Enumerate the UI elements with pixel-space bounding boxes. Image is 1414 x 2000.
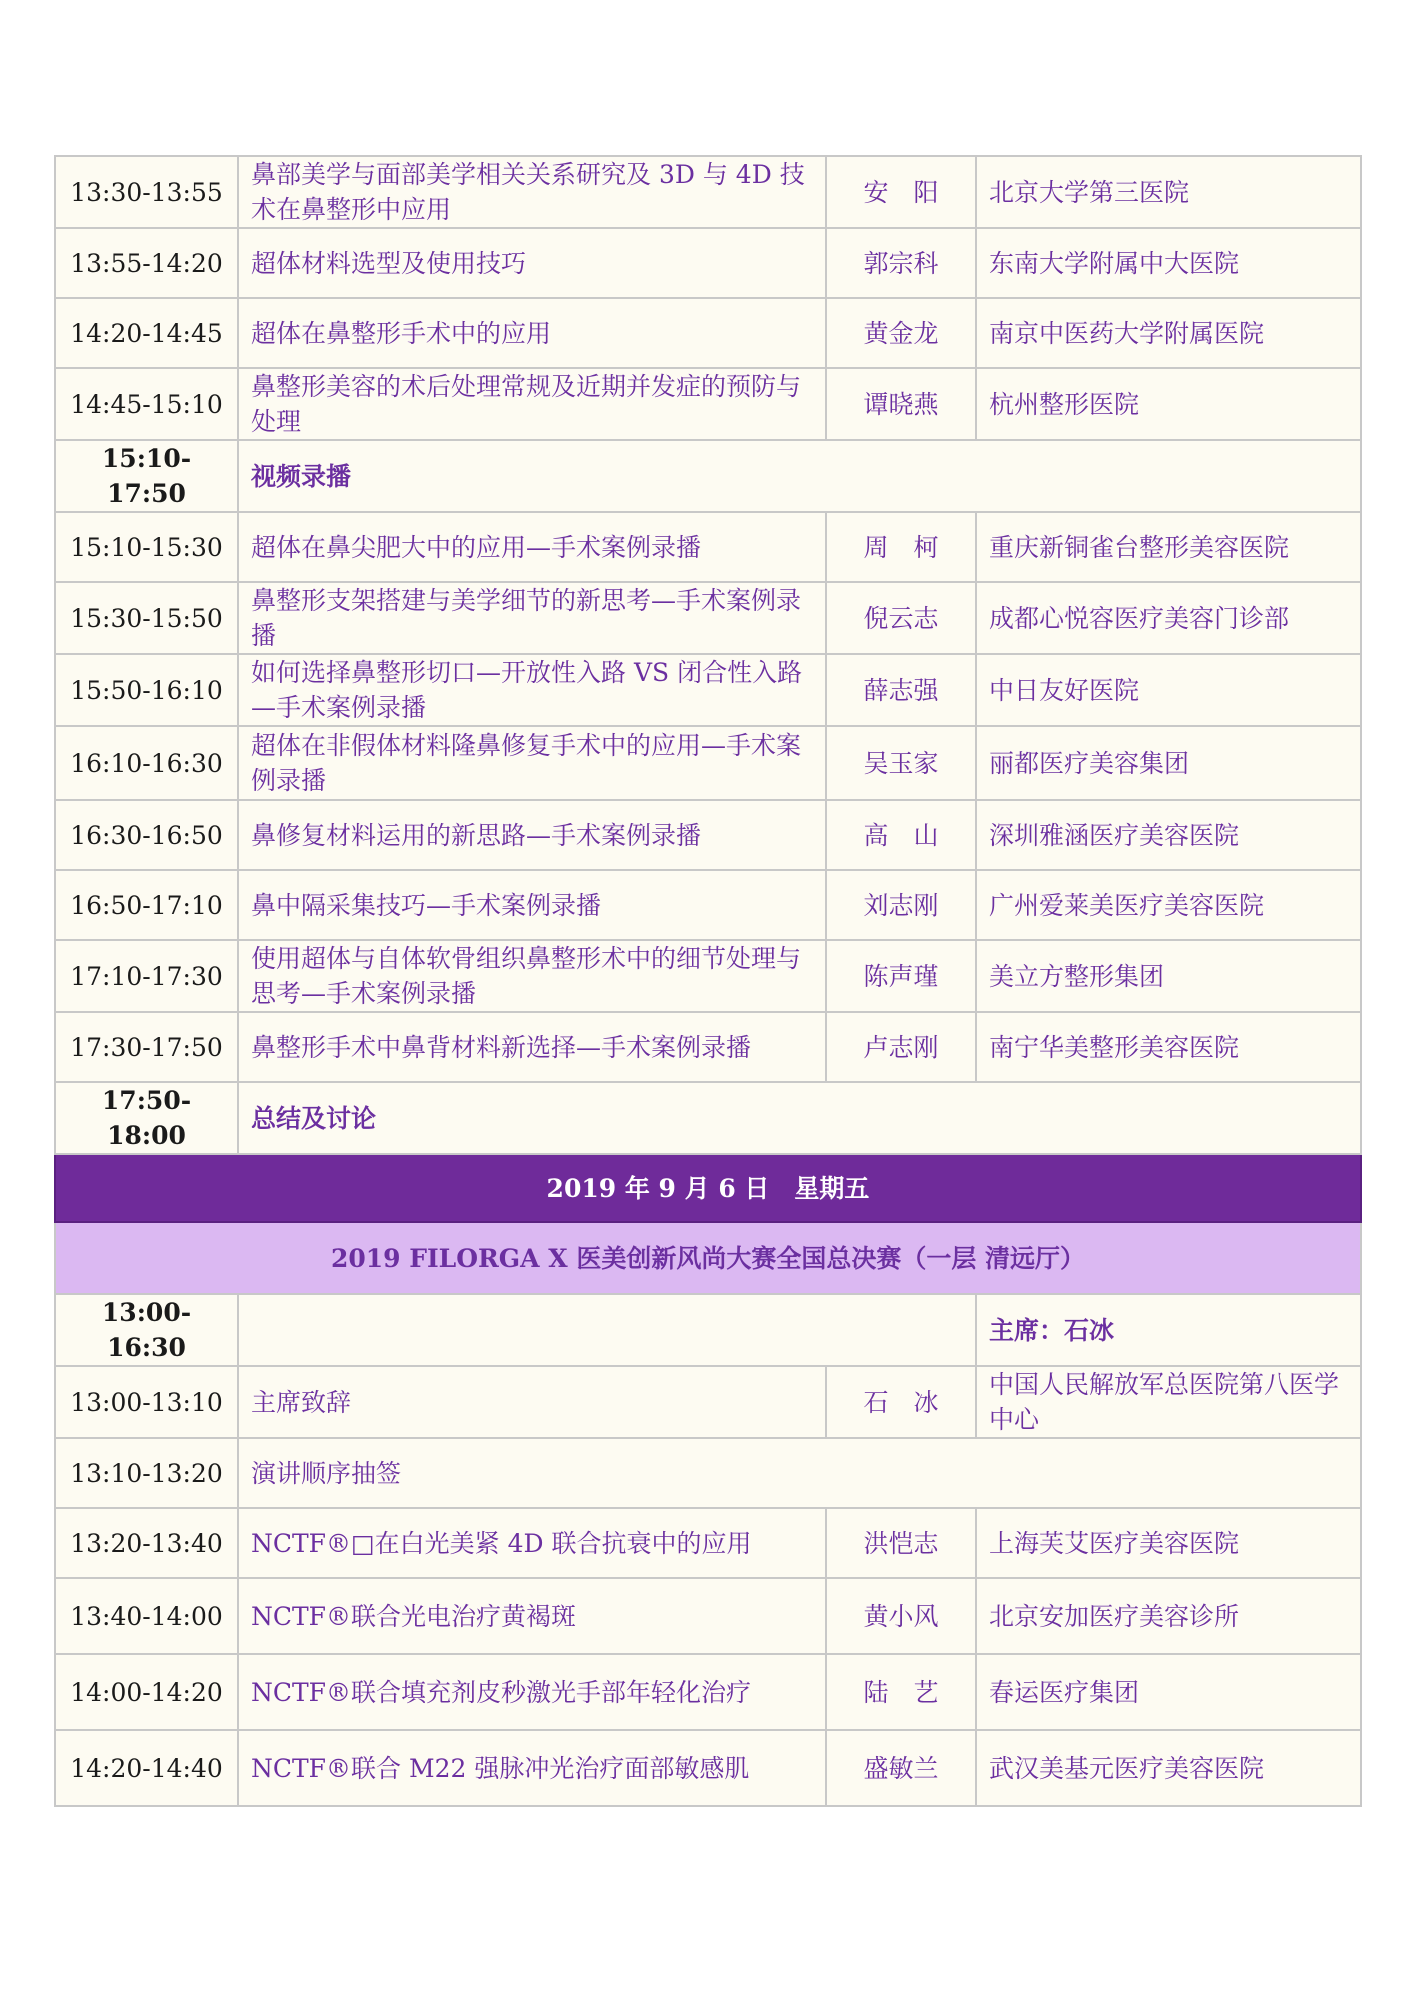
time-cell: 17:10-17:30 bbox=[55, 940, 238, 1012]
time-cell: 16:50-17:10 bbox=[55, 870, 238, 940]
topic-cell: NCTF®联合光电治疗黄褐斑 bbox=[238, 1578, 826, 1654]
topic-cell: 鼻中隔采集技巧—手术案例录播 bbox=[238, 870, 826, 940]
hospital-cell: 广州爱莱美医疗美容医院 bbox=[976, 870, 1361, 940]
chair-label: 主席：石冰 bbox=[976, 1294, 1361, 1366]
time-cell: 14:00-14:20 bbox=[55, 1654, 238, 1730]
topic-cell: 鼻部美学与面部美学相关关系研究及 3D 与 4D 技术在鼻整形中应用 bbox=[238, 156, 826, 228]
time-cell: 16:30-16:50 bbox=[55, 800, 238, 870]
speaker-cell: 盛敏兰 bbox=[826, 1730, 976, 1806]
speaker-cell: 周 柯 bbox=[826, 512, 976, 582]
topic-cell: 鼻整形支架搭建与美学细节的新思考—手术案例录播 bbox=[238, 582, 826, 654]
hospital-cell: 重庆新铜雀台整形美容医院 bbox=[976, 512, 1361, 582]
hospital-cell: 南宁华美整形美容医院 bbox=[976, 1012, 1361, 1082]
hospital-cell: 北京大学第三医院 bbox=[976, 156, 1361, 228]
hospital-cell: 中日友好医院 bbox=[976, 654, 1361, 726]
time-cell: 14:20-14:45 bbox=[55, 298, 238, 368]
topic-cell: 超体在鼻整形手术中的应用 bbox=[238, 298, 826, 368]
session-time: 13:00-16:30 bbox=[55, 1294, 238, 1366]
hospital-cell: 南京中医药大学附属医院 bbox=[976, 298, 1361, 368]
speaker-cell: 石 冰 bbox=[826, 1366, 976, 1438]
hospital-cell: 深圳雅涵医疗美容医院 bbox=[976, 800, 1361, 870]
time-cell: 13:55-14:20 bbox=[55, 228, 238, 298]
time-cell: 15:30-15:50 bbox=[55, 582, 238, 654]
speaker-cell: 谭晓燕 bbox=[826, 368, 976, 440]
section-row bbox=[55, 1082, 1361, 1154]
hospital-cell: 杭州整形医院 bbox=[976, 368, 1361, 440]
schedule-table bbox=[54, 155, 1362, 1807]
schedule-row bbox=[55, 1366, 1361, 1438]
speaker-cell: 薛志强 bbox=[826, 654, 976, 726]
schedule-row bbox=[55, 156, 1361, 228]
hospital-cell: 美立方整形集团 bbox=[976, 940, 1361, 1012]
schedule-row bbox=[55, 1730, 1361, 1806]
schedule-row bbox=[55, 582, 1361, 654]
hospital-cell: 东南大学附属中大医院 bbox=[976, 228, 1361, 298]
topic-cell: NCTF®联合 M22 强脉冲光治疗面部敏感肌 bbox=[238, 1730, 826, 1806]
schedule-row bbox=[55, 228, 1361, 298]
date-banner: 2019 年 9 月 6 日 星期五 bbox=[55, 1154, 1361, 1222]
section-row bbox=[55, 440, 1361, 512]
speaker-cell: 吴玉家 bbox=[826, 726, 976, 800]
topic-cell: 鼻整形手术中鼻背材料新选择—手术案例录播 bbox=[238, 1012, 826, 1082]
section-title: 总结及讨论 bbox=[238, 1082, 1361, 1154]
hospital-cell: 北京安加医疗美容诊所 bbox=[976, 1578, 1361, 1654]
time-cell: 17:30-17:50 bbox=[55, 1012, 238, 1082]
session-banner: 2019 FILORGA X 医美创新风尚大赛全国总决赛（一层 清远厅） bbox=[55, 1222, 1361, 1294]
topic-cell: 鼻修复材料运用的新思路—手术案例录播 bbox=[238, 800, 826, 870]
topic-cell: NCTF®联合填充剂皮秒激光手部年轻化治疗 bbox=[238, 1654, 826, 1730]
time-cell: 15:10-15:30 bbox=[55, 512, 238, 582]
date-banner-row bbox=[55, 1154, 1361, 1222]
speaker-cell: 郭宗科 bbox=[826, 228, 976, 298]
empty-cell bbox=[238, 1294, 976, 1366]
speaker-cell: 卢志刚 bbox=[826, 1012, 976, 1082]
schedule-row bbox=[55, 1508, 1361, 1578]
time-cell: 13:20-13:40 bbox=[55, 1508, 238, 1578]
topic-cell: 超体在非假体材料隆鼻修复手术中的应用—手术案例录播 bbox=[238, 726, 826, 800]
time-cell: 13:40-14:00 bbox=[55, 1578, 238, 1654]
speaker-cell: 安 阳 bbox=[826, 156, 976, 228]
topic-cell: 鼻整形美容的术后处理常规及近期并发症的预防与处理 bbox=[238, 368, 826, 440]
section-title: 视频录播 bbox=[238, 440, 1361, 512]
hospital-cell: 丽都医疗美容集团 bbox=[976, 726, 1361, 800]
hospital-cell: 春运医疗集团 bbox=[976, 1654, 1361, 1730]
speaker-cell: 黄金龙 bbox=[826, 298, 976, 368]
speaker-cell: 高 山 bbox=[826, 800, 976, 870]
speaker-cell: 陈声瑾 bbox=[826, 940, 976, 1012]
schedule-row bbox=[55, 1438, 1361, 1508]
schedule-row bbox=[55, 1012, 1361, 1082]
time-cell: 13:00-13:10 bbox=[55, 1366, 238, 1438]
speaker-cell: 刘志刚 bbox=[826, 870, 976, 940]
schedule-row bbox=[55, 654, 1361, 726]
time-cell: 16:10-16:30 bbox=[55, 726, 238, 800]
topic-cell: NCTF®□在白光美紧 4D 联合抗衰中的应用 bbox=[238, 1508, 826, 1578]
schedule-row bbox=[55, 298, 1361, 368]
schedule-row bbox=[55, 726, 1361, 800]
schedule-row bbox=[55, 940, 1361, 1012]
schedule-row bbox=[55, 368, 1361, 440]
topic-cell: 超体在鼻尖肥大中的应用—手术案例录播 bbox=[238, 512, 826, 582]
time-cell: 15:10-17:50 bbox=[55, 440, 238, 512]
speaker-cell: 黄小风 bbox=[826, 1578, 976, 1654]
hospital-cell: 成都心悦容医疗美容门诊部 bbox=[976, 582, 1361, 654]
hospital-cell: 中国人民解放军总医院第八医学中心 bbox=[976, 1366, 1361, 1438]
topic-cell: 主席致辞 bbox=[238, 1366, 826, 1438]
speaker-cell: 洪恺志 bbox=[826, 1508, 976, 1578]
time-cell: 13:10-13:20 bbox=[55, 1438, 238, 1508]
time-cell: 14:20-14:40 bbox=[55, 1730, 238, 1806]
schedule-row bbox=[55, 800, 1361, 870]
time-cell: 14:45-15:10 bbox=[55, 368, 238, 440]
time-cell: 15:50-16:10 bbox=[55, 654, 238, 726]
topic-cell: 如何选择鼻整形切口—开放性入路 VS 闭合性入路—手术案例录播 bbox=[238, 654, 826, 726]
session-banner-row bbox=[55, 1222, 1361, 1294]
topic-cell: 使用超体与自体软骨组织鼻整形术中的细节处理与思考—手术案例录播 bbox=[238, 940, 826, 1012]
schedule-row bbox=[55, 512, 1361, 582]
topic-cell: 演讲顺序抽签 bbox=[238, 1438, 1361, 1508]
time-cell: 17:50-18:00 bbox=[55, 1082, 238, 1154]
hospital-cell: 上海芙艾医疗美容医院 bbox=[976, 1508, 1361, 1578]
session-header-row bbox=[55, 1294, 1361, 1366]
hospital-cell: 武汉美基元医疗美容医院 bbox=[976, 1730, 1361, 1806]
schedule-row bbox=[55, 870, 1361, 940]
speaker-cell: 倪云志 bbox=[826, 582, 976, 654]
topic-cell: 超体材料选型及使用技巧 bbox=[238, 228, 826, 298]
schedule-row bbox=[55, 1654, 1361, 1730]
time-cell: 13:30-13:55 bbox=[55, 156, 238, 228]
speaker-cell: 陆 艺 bbox=[826, 1654, 976, 1730]
schedule-row bbox=[55, 1578, 1361, 1654]
